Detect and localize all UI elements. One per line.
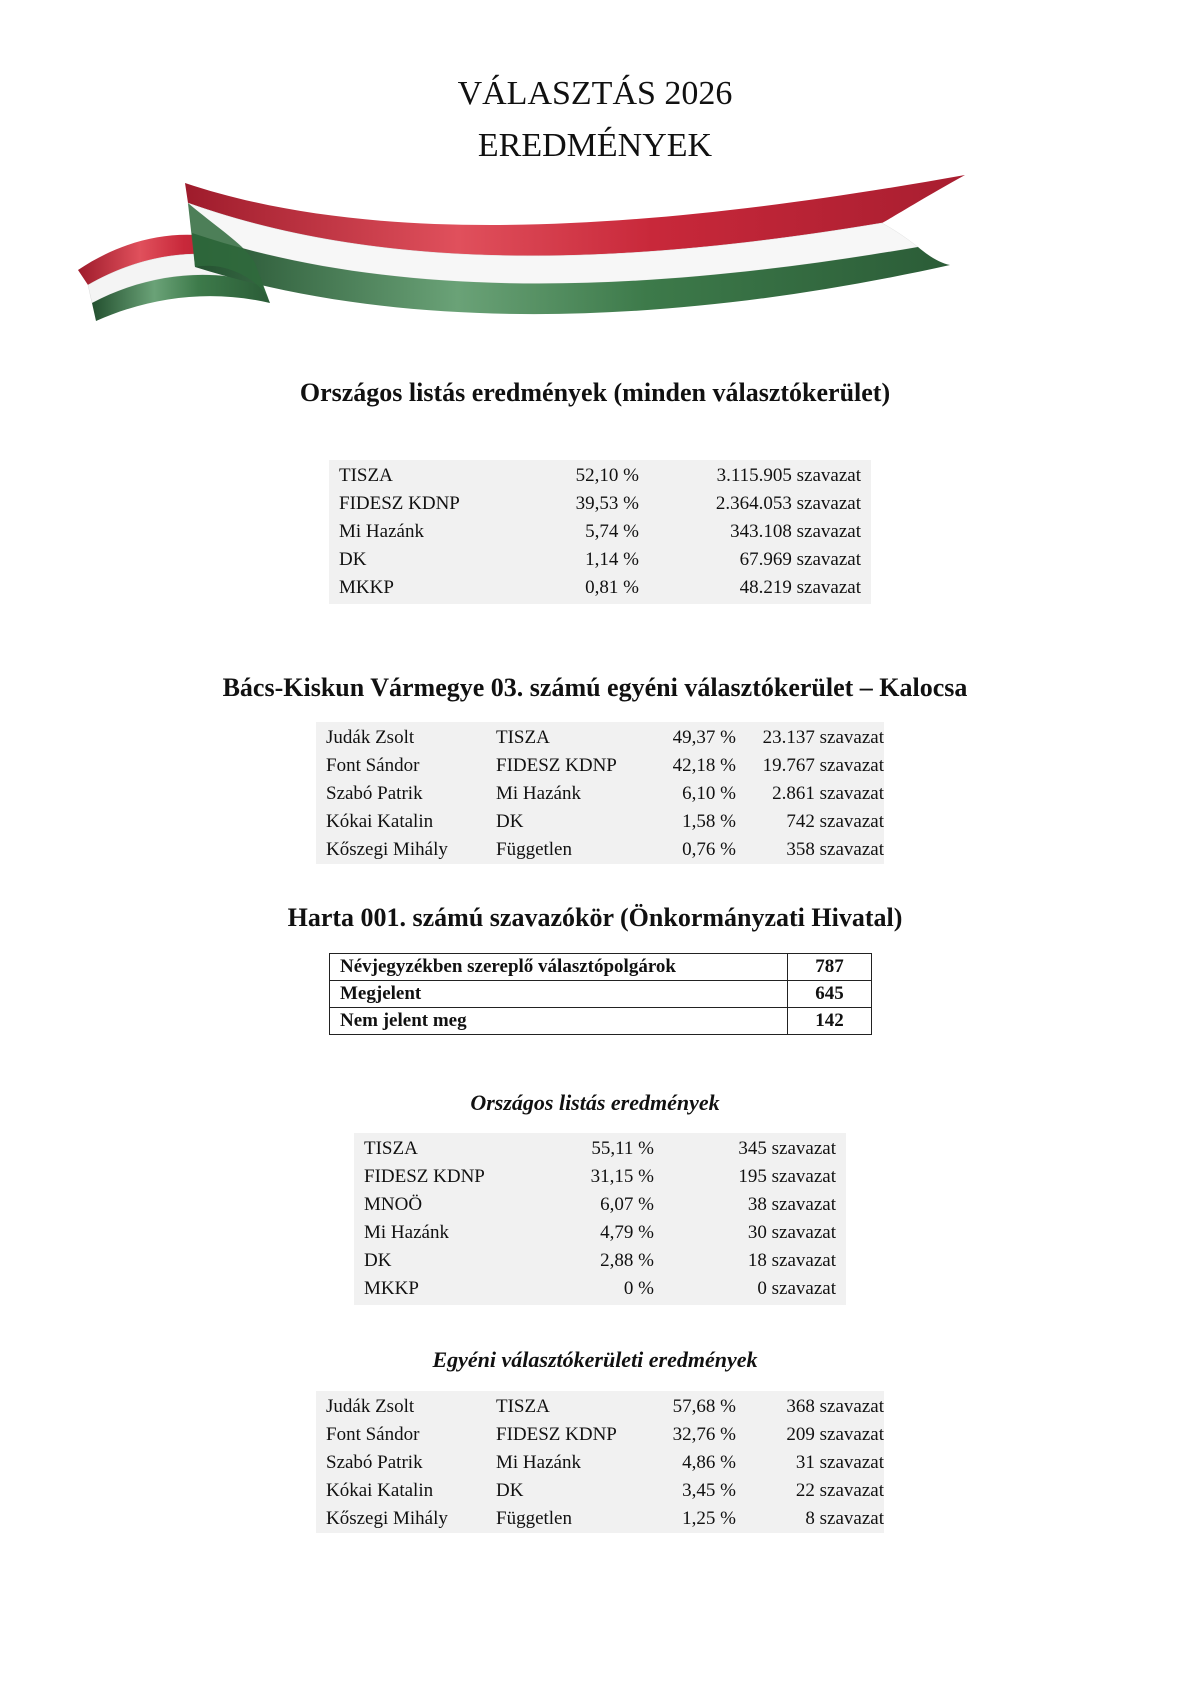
votes-cell: 343.108 szavazat (730, 521, 861, 542)
votes-cell: 31 szavazat (795, 1452, 884, 1473)
station-individual-table (316, 1391, 884, 1533)
table-row (326, 780, 884, 808)
percent-cell: 0,76 % (682, 839, 736, 860)
turnout-table (329, 953, 872, 1035)
percent-cell: 52,10 % (575, 465, 639, 486)
table-row (364, 1163, 836, 1191)
table-row (330, 954, 872, 981)
votes-cell: 19.767 szavazat (762, 755, 884, 776)
votes-cell: 2.861 szavazat (772, 783, 884, 804)
percent-cell: 0 % (623, 1278, 654, 1299)
table-row (326, 808, 884, 836)
votes-cell: 2.364.053 szavazat (715, 493, 861, 514)
percent-cell: 1,14 % (585, 549, 639, 570)
percent-cell: 1,25 % (682, 1508, 736, 1529)
station-list-table (354, 1133, 846, 1305)
table-row (339, 574, 861, 602)
party-cell: TISZA (496, 1396, 550, 1417)
party-cell: Mi Hazánk (496, 783, 581, 804)
candidate-cell: Kőszegi Mihály (326, 1508, 448, 1529)
table-row (326, 1505, 884, 1533)
party-cell: MKKP (364, 1278, 419, 1299)
table-row (326, 752, 884, 780)
station-individual-heading: Egyéni választókerületi eredmények (432, 1347, 758, 1372)
party-cell: DK (496, 1480, 524, 1501)
votes-cell: 30 szavazat (747, 1222, 836, 1243)
percent-cell: 39,53 % (575, 493, 639, 514)
percent-cell: 5,74 % (585, 521, 639, 542)
national-results-heading: Országos listás eredmények (minden választókerület) (299, 378, 891, 407)
percent-cell: 57,68 % (672, 1396, 736, 1417)
votes-cell: 22 szavazat (795, 1480, 884, 1501)
party-cell: FIDESZ KDNP (339, 493, 460, 514)
table-row (364, 1275, 836, 1303)
votes-cell: 345 szavazat (738, 1138, 836, 1159)
turnout-value-cell: 787 (788, 954, 872, 981)
candidate-cell: Szabó Patrik (326, 783, 423, 804)
percent-cell: 2,88 % (600, 1250, 654, 1271)
table-row (339, 546, 861, 574)
candidate-cell: Szabó Patrik (326, 1452, 423, 1473)
party-cell: DK (496, 811, 524, 832)
party-cell: FIDESZ KDNP (496, 1424, 617, 1445)
table-row (326, 1449, 884, 1477)
votes-cell: 48.219 szavazat (739, 577, 861, 598)
party-cell: Mi Hazánk (339, 521, 424, 542)
party-cell: MNOÖ (364, 1194, 423, 1215)
national-results-table (329, 460, 871, 604)
table-row (330, 1008, 872, 1035)
candidate-cell: Kőszegi Mihály (326, 839, 448, 860)
table-row (326, 836, 884, 864)
percent-cell: 42,18 % (672, 755, 736, 776)
percent-cell: 49,37 % (672, 727, 736, 748)
party-cell: FIDESZ KDNP (364, 1166, 485, 1187)
hungarian-flag-ribbon-image (70, 175, 1050, 340)
table-row (330, 981, 872, 1008)
votes-cell: 358 szavazat (786, 839, 884, 860)
percent-cell: 31,15 % (590, 1166, 654, 1187)
station-heading: Harta 001. számú szavazókör (Önkormányzati Hivatal) (287, 903, 903, 932)
party-cell: FIDESZ KDNP (496, 755, 617, 776)
table-row (364, 1219, 836, 1247)
district-results-table (316, 722, 884, 864)
table-row (339, 518, 861, 546)
votes-cell: 742 szavazat (786, 811, 884, 832)
candidate-cell: Font Sándor (326, 1424, 420, 1445)
table-row (339, 462, 861, 490)
votes-cell: 209 szavazat (786, 1424, 884, 1445)
table-row (364, 1247, 836, 1275)
candidate-cell: Kókai Katalin (326, 1480, 434, 1501)
table-row (339, 490, 861, 518)
votes-cell: 23.137 szavazat (762, 727, 884, 748)
turnout-label-cell: Névjegyzékben szereplő választópolgárok (330, 954, 788, 981)
table-row (364, 1135, 836, 1163)
document-title: VÁLASZTÁS 2026 (457, 75, 733, 112)
party-cell: DK (339, 549, 367, 570)
percent-cell: 6,10 % (682, 783, 736, 804)
votes-cell: 67.969 szavazat (739, 549, 861, 570)
table-row (364, 1191, 836, 1219)
percent-cell: 4,86 % (682, 1452, 736, 1473)
party-cell: Mi Hazánk (496, 1452, 581, 1473)
party-cell: Független (496, 839, 572, 860)
votes-cell: 38 szavazat (747, 1194, 836, 1215)
party-cell: DK (364, 1250, 392, 1271)
percent-cell: 1,58 % (682, 811, 736, 832)
district-results-heading: Bács-Kiskun Vármegye 03. számú egyéni választókerület – Kalocsa (222, 673, 968, 702)
votes-cell: 0 szavazat (757, 1278, 836, 1299)
table-row (326, 724, 884, 752)
document-subtitle: EREDMÉNYEK (477, 127, 713, 164)
table-row (326, 1421, 884, 1449)
party-cell: TISZA (364, 1138, 418, 1159)
percent-cell: 0,81 % (585, 577, 639, 598)
party-cell: MKKP (339, 577, 394, 598)
table-row (326, 1477, 884, 1505)
candidate-cell: Font Sándor (326, 755, 420, 776)
party-cell: TISZA (496, 727, 550, 748)
votes-cell: 195 szavazat (738, 1166, 836, 1187)
turnout-label-cell: Megjelent (330, 981, 788, 1008)
percent-cell: 32,76 % (672, 1424, 736, 1445)
party-cell: Független (496, 1508, 572, 1529)
votes-cell: 368 szavazat (786, 1396, 884, 1417)
turnout-value-cell: 645 (788, 981, 872, 1008)
turnout-value-cell: 142 (788, 1008, 872, 1035)
candidate-cell: Kókai Katalin (326, 811, 434, 832)
percent-cell: 3,45 % (682, 1480, 736, 1501)
percent-cell: 55,11 % (591, 1138, 654, 1159)
votes-cell: 3.115.905 szavazat (716, 465, 861, 486)
table-row (326, 1393, 884, 1421)
percent-cell: 4,79 % (600, 1222, 654, 1243)
percent-cell: 6,07 % (600, 1194, 654, 1215)
votes-cell: 8 szavazat (805, 1508, 884, 1529)
candidate-cell: Judák Zsolt (326, 1396, 415, 1417)
votes-cell: 18 szavazat (747, 1250, 836, 1271)
turnout-label-cell: Nem jelent meg (330, 1008, 788, 1035)
candidate-cell: Judák Zsolt (326, 727, 415, 748)
station-list-heading: Országos listás eredmények (470, 1090, 720, 1115)
party-cell: TISZA (339, 465, 393, 486)
party-cell: Mi Hazánk (364, 1222, 449, 1243)
